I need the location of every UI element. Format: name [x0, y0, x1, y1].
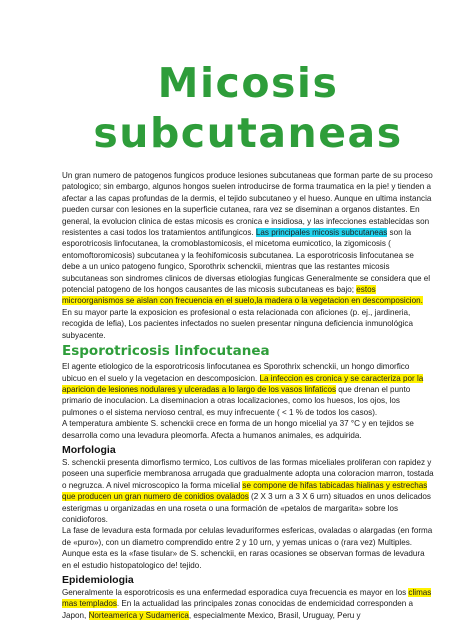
section-heading-morfologia: Morfologia — [62, 443, 116, 456]
morfologia-highlight: se compone de hifas tabicadas hialinas y estrechas que producen un gran numero de conidios ovalados — [62, 480, 428, 502]
morfologia-paragraph — [62, 457, 434, 525]
section-heading-epidemiologia: Epidemiologia — [62, 574, 134, 586]
epidemiologia-highlight-1: climas mas templados — [62, 588, 432, 609]
intro-paragraph — [62, 170, 434, 341]
intro-text-3: En su mayor parte la exposicion es profesional o esta relacionada con aficiones (p. ej., jardineria, recogida de lefia), Los pacientes infectados no suelen presentar ninguna deficiencia inmunológica subyacente. — [62, 307, 413, 340]
morfologia-text-1: S. schenckii presenta dimorfismo termico, Los cultivos de las formas miceliales proliferan con rapidez y poseen una superficie membranosa arrugada que gradualmente adopta una coloracion marron, tostada o negruzca. A nivel microscopico la forma micelial — [62, 457, 434, 490]
epidemiologia-text-1: Generalmente la esporotricosis es una enfermedad esporadica cuya frecuencia es mayor en los — [62, 588, 409, 597]
document-title-line-2: subcutaneas — [93, 109, 403, 157]
epidemiologia-text-3: , especialmente Mexico, Brasil, Uruguay, Peru y — [188, 610, 361, 620]
esporotricosis-paragraph-2: A temperatura ambiente S. schenckii crece en forma de un hongo micelial ya 37 °C y en tejidos se desarrolla como una levadura pleomorfa. Afecta a humanos animales, es adquirida. — [62, 419, 414, 440]
esporotricosis-highlight: La infeccion es cronica y se caracteriza por la aparicion de lesiones nodulares y ulceradas a lo largo de los vasos linfaticos — [62, 373, 424, 394]
document-title-line-1: Micosis — [157, 59, 339, 107]
esporotricosis-text-2: que drenan el punto primario de inoculacion. La diseminacion a otras localizaciones, como los huesos, los ojos, los pulmones o el sistema nervioso central, es muy infrecuente ( < 1 % de todos los casos). — [62, 384, 411, 417]
morfologia-paragraph-3: Aunque esta es la «fase tisular» de S. schenckii, en raras ocasiones se observan formas de levadura en el estudio histopatologico de! tejido. — [62, 549, 425, 570]
epidemiologia-highlight-2: Norteamerica y Sudamerica — [88, 610, 189, 620]
epidemiologia-paragraph — [62, 587, 434, 621]
morfologia-text-2: (2 X 3 urn a 3 X 6 urn) situados en unos delicados esterigmas u organizadas en una roseta o una formación de «petalos de margarita» sobre los conidioforos. — [62, 492, 431, 524]
intro-text-2: son la esporotricosis linfocutanea, la cromoblastomicosis, el micetoma eumicotico, la zigomicosis ( entomoftoromicosis) subcutanea y la feohifomicosis subcutanea. La esporotricosis linfocutanea se debe a un unico patogeno fungico, Sporothrix schenckii, mientras que las restantes micosis subcutaneas son sindromes clinicos de diversas etiologias fungicas Generalmente se considera que el potencial patogeno de los hongos causantes de las micosis subcutaneas es bajo; — [62, 228, 431, 295]
intro-text-1: Un gran numero de patogenos fungicos produce lesiones subcutaneas que forman parte de su proceso patologico; sin embargo, algunos hongos suelen introducirse de forma traumatica en la pie! y tienden a afectar a las capas profundas de la dermis, el tejido subcutaneo y el hueso. Aunque en ultima instancia pueden cursar con lesiones en la superficie cutanea, rara vez se diseminan a organos distantes. En general, la evolucion clinica de estas micosis es cronica e insidiosa, y las infecciones establecidas son resistentes a casi todos los tratamientos antifungicos. — [62, 171, 433, 238]
section-heading-esporotricosis: Esporotricosis linfocutanea — [62, 343, 270, 360]
morfologia-paragraph-2: La fase de levadura esta formada por celulas levaduriformes esfericas, ovaladas o alargadas (en forma de «puro»), con un diametro comprendido entre 2 y 10 urn, y yemas unicas o (rara vez) Multiples. — [62, 526, 433, 547]
esporotricosis-paragraph — [62, 361, 434, 418]
esporotricosis-text-1: El agente etiologico de la esporotricosis linfocutanea es Sporothrix schenckii, un hongo dimorfico ubicuo en el suelo y la vegetacion en descomposicion. — [62, 362, 410, 383]
epidemiologia-text-2: . En la actualidad las principales zonas conocidas de endemicidad corresponden a Japon, — [62, 599, 413, 620]
intro-highlight-yellow: estos microorganismos se aislan con frecuencia en el suelo,la madera o la vegetacion en descomposicion. — [62, 285, 423, 306]
intro-highlight-cyan: Las principales micosis subcutaneas — [255, 228, 388, 238]
